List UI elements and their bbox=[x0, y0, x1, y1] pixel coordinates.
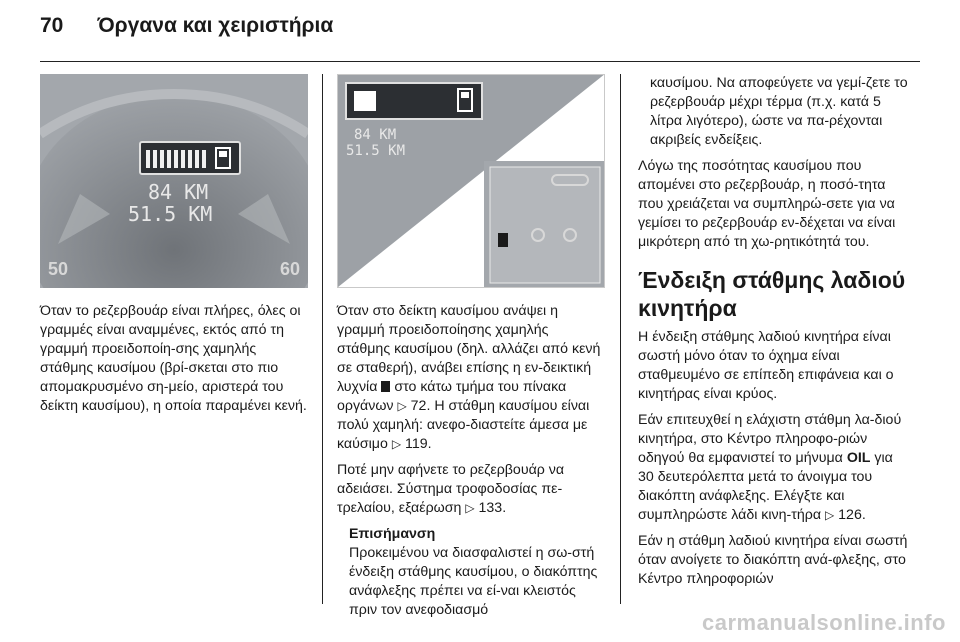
note-title: Επισήμανση bbox=[349, 526, 436, 542]
paragraph: Εάν επιτευχθεί η ελάχιστη στάθμη λα-διού κινητήρα, στο Κέντρο πληροφο-ριών οδηγού θα εμφανιστεί το μήνυμα OIL για 30 δευτερόλεπτα μετά το άνοιγμα του διακόπτη ανάφλεξης. Ελέγξτε και συμπληρώστε λάδι κινη-τήρα ▷ 126. bbox=[638, 412, 902, 523]
page-number: 70 bbox=[40, 14, 64, 37]
paragraph: Ποτέ μην αφήνετε το ρεζερβουάρ να αδειάσει. Σύστημα τροφοδοσίας πε-τρελαίου, εξαέρωση ▷ 133. bbox=[337, 462, 565, 516]
page-title: Όργανα και χειριστήρια bbox=[97, 14, 334, 37]
trip-readout-bottom: 51.5 KM bbox=[128, 202, 213, 226]
trip-readout-top: 84 KM bbox=[148, 180, 209, 204]
warning-light-figure bbox=[337, 74, 605, 288]
watermark: carmanualsonline.info bbox=[702, 610, 946, 635]
page-ref-arrow-icon: ▷ bbox=[391, 437, 402, 451]
oil-message-label: OIL bbox=[846, 450, 871, 466]
note-body: Προκειμένου να διασφαλιστεί η σω-στή ένδειξη στάθμης καυσίμου, ο διακόπτης ανάφλεξης πρέπει να εί-ναι κλειστός πριν τον ανεφοδιασμό bbox=[349, 545, 598, 618]
paragraph: Όταν το ρεζερβουάρ είναι πλήρες, όλες οι γραμμές είναι αναμμένες, εκτός από τη γραμμή προειδοποίη-σης χαμηλής στάθμης καυσίμου (βρί-σκεται στο πιο απομακρυσμένο ση-μείο, αριστερά του δείκτη καυσίμου), η οποία παραμένει κενή. bbox=[40, 303, 307, 414]
note-box bbox=[349, 525, 605, 620]
paragraph: Η ένδειξη στάθμης λαδιού κινητήρα είναι σωστή μόνο όταν το όχημα είναι σταθμευμένο σε επίπεδη επιφάνεια και ο κινητήρας είναι κρύος. bbox=[638, 329, 894, 402]
note-continuation: καυσίμου. Να αποφεύγετε να γεμί-ζετε το ρεζερβουάρ μέχρι τέρμα (π.χ. κατά 5 λίτρα λιγότερο), ώστε να πα-ρέχονται ακριβείς ενδείξεις. bbox=[650, 75, 908, 148]
fuel-pump-icon bbox=[381, 381, 390, 392]
header-rule bbox=[40, 61, 920, 62]
paragraph: Λόγω της ποσότητας καυσίμου που απομένει στο ρεζερβουάρ, η ποσό-τητα που χρειάζεται να συμπληρώ-σετε για να γεμίσει το ρεζερβουάρ εν-δέχεται να είναι μικρότερη από τη χω-ρητικότητά του. bbox=[638, 158, 896, 250]
page-ref-arrow-icon: ▷ bbox=[397, 399, 407, 413]
column-divider-2 bbox=[620, 74, 621, 604]
column-2 bbox=[337, 74, 605, 620]
column-3 bbox=[638, 74, 908, 596]
dial-label-left: 50 bbox=[48, 259, 69, 279]
section-heading: Ένδειξη στάθμης λαδιού κινητήρα bbox=[638, 267, 906, 321]
trip-readout-bottom: 51.5 KM bbox=[346, 143, 406, 159]
page-reference: 126 bbox=[838, 507, 862, 523]
instrument-cluster-figure bbox=[40, 74, 308, 288]
page-reference: 119 bbox=[405, 436, 428, 452]
paragraph: Όταν στο δείκτη καυσίμου ανάψει η γραμμή προειδοποίησης χαμηλής στάθμης καυσίμου (δηλ. αλλάζει από κενή σε σταθερή), ανάβει επίσης η εν-δεικτική λυχνία στο κάτω τμήμα του πίνακα οργάνων ▷ 72. Η στάθμη καυσίμου είναι πολύ χαμηλή: ανεφο-διαστείτε άμεσα με καύσιμο ▷ 119. bbox=[337, 303, 601, 452]
column-divider-1 bbox=[322, 74, 323, 604]
page-ref-arrow-icon: ▷ bbox=[465, 501, 475, 515]
column-1 bbox=[40, 74, 308, 423]
page-ref-arrow-icon: ▷ bbox=[824, 508, 835, 522]
page-header bbox=[40, 14, 333, 54]
low-fuel-warning-illustration bbox=[338, 75, 605, 288]
page-reference: 133 bbox=[478, 500, 503, 516]
dial-label-right: 60 bbox=[280, 259, 301, 279]
paragraph: Εάν η στάθμη λαδιού κινητήρα είναι σωστή όταν ανοίγετε το διακόπτη ανά-φλεξης, στο Κέντρο πληροφοριών bbox=[638, 533, 908, 587]
trip-readout-top: 84 KM bbox=[354, 127, 397, 143]
page-reference: 72 bbox=[410, 398, 427, 414]
